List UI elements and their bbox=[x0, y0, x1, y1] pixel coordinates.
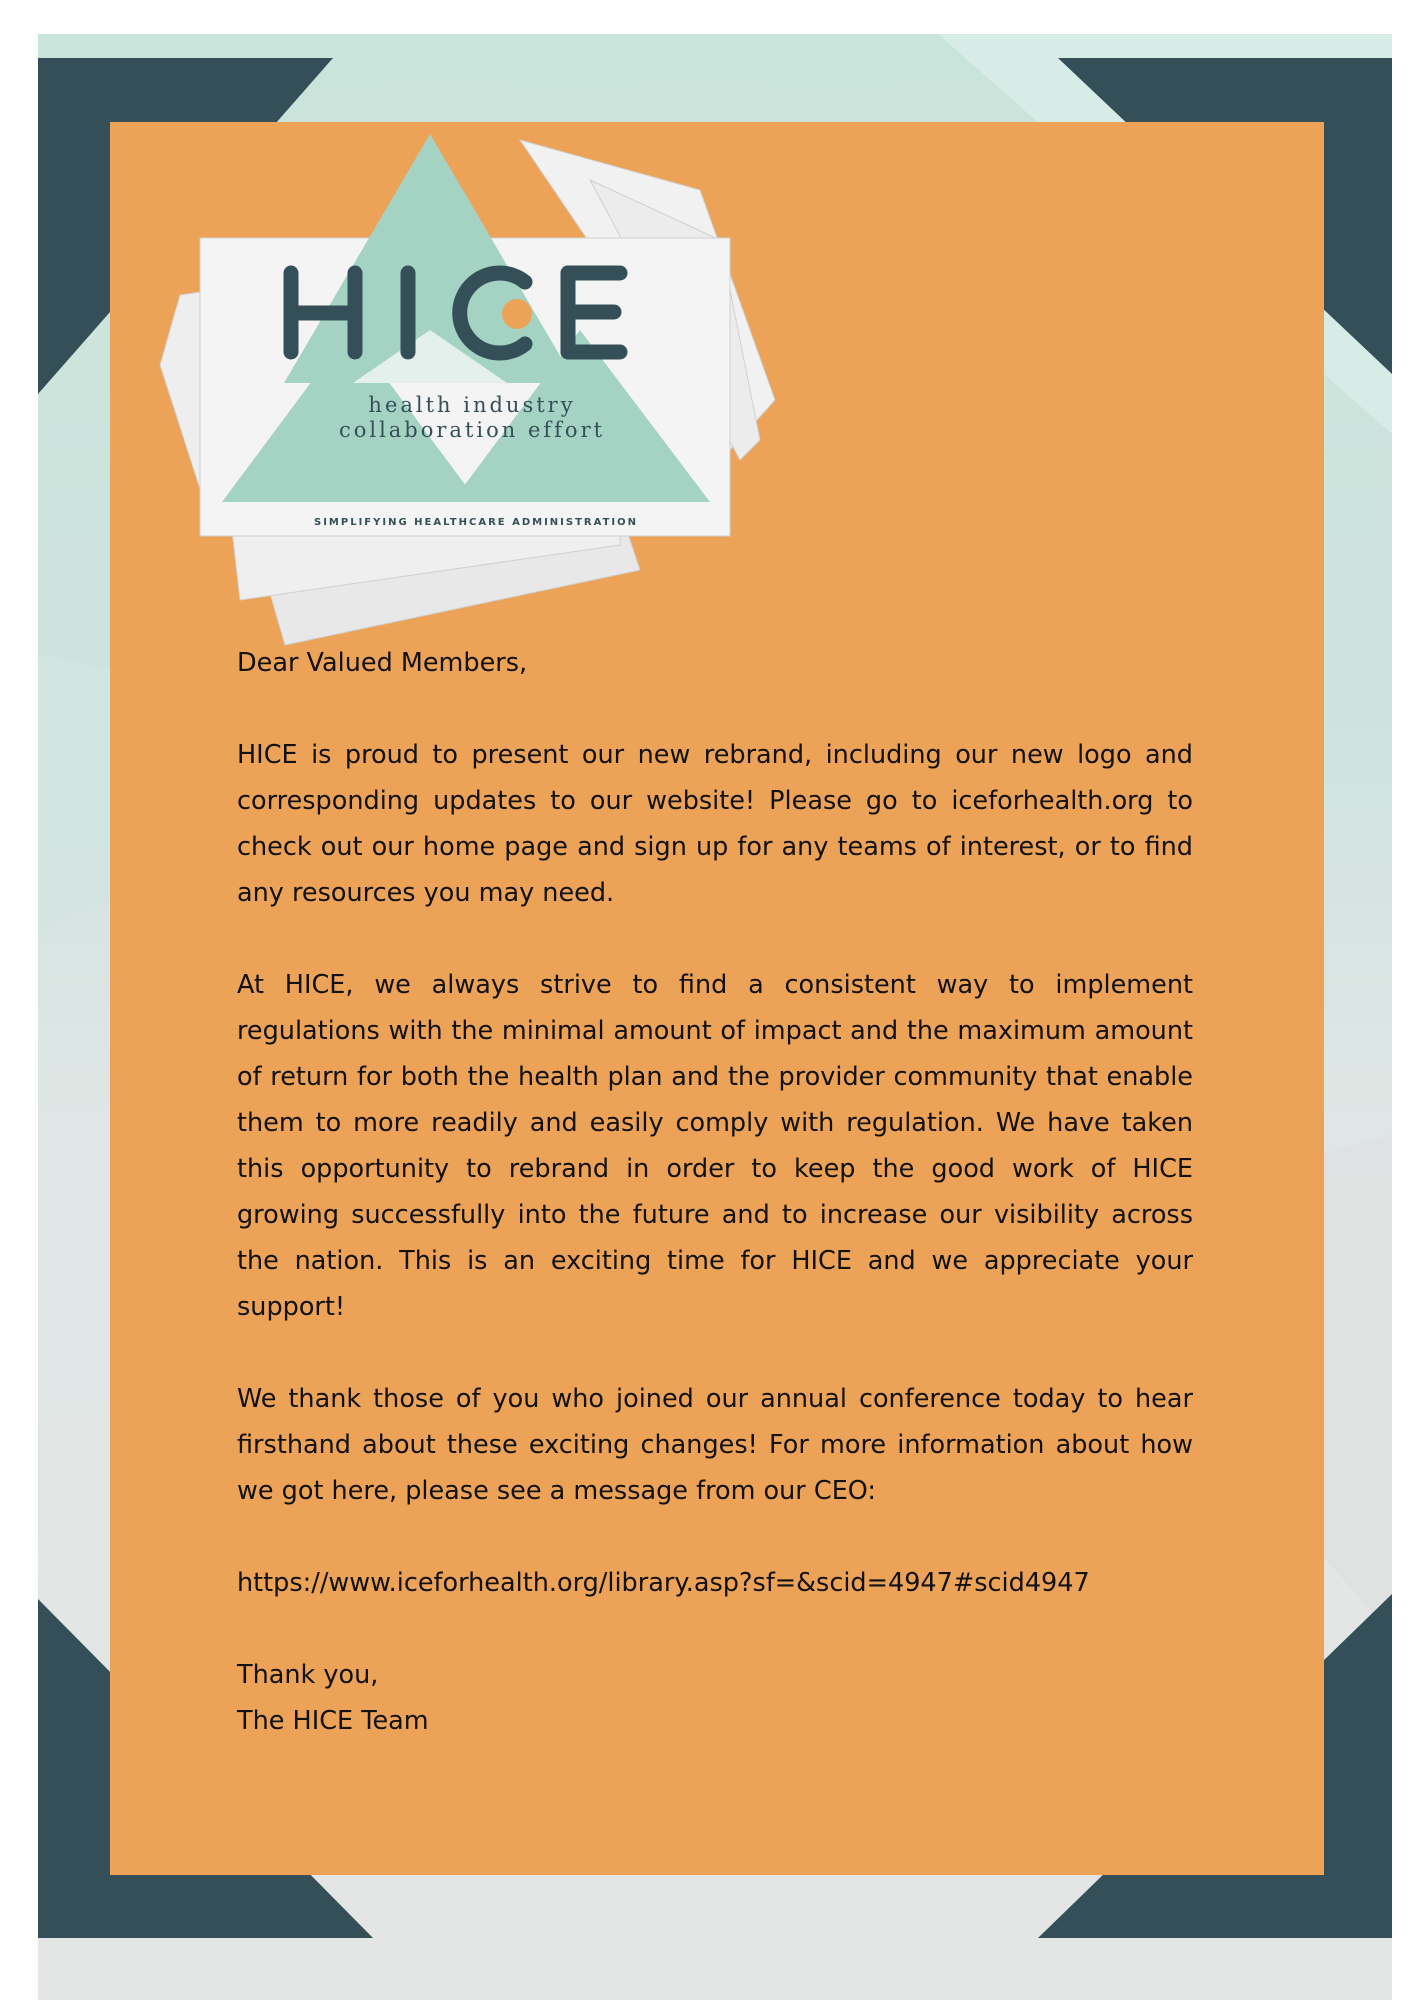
hice-logo-cards bbox=[120, 100, 800, 660]
signature: The HICE Team bbox=[237, 1706, 429, 1736]
paragraph-rebrand: HICE is proud to present our new rebrand, including our new logo and corresponding updates to our website! Please go to iceforhealth.org to check out our home page and sign up for any teams of interest, or to find any resources you may need. bbox=[237, 740, 1193, 908]
paragraph-mission: At HICE, we always strive to find a consistent way to implement regulations with the minimal amount of impact and the maximum amount of return for both the health plan and the provider community that enable them to more readily and easily comply with regulation. We have taken this opportunity to rebrand in order to keep the good work of HICE growing successfully into the future and to increase our visibility across the nation. This is an exciting time for HICE and we appreciate your support! bbox=[237, 970, 1193, 1322]
ceo-message-link[interactable]: https://www.iceforhealth.org/library.asp?sf=&scid=4947#scid4947 bbox=[237, 1568, 1090, 1598]
letter-body bbox=[237, 640, 1193, 1744]
paragraph-conference: We thank those of you who joined our annual conference today to hear firsthand about these exciting changes! For more information about how we got here, please see a message from our CEO: bbox=[237, 1384, 1193, 1506]
orange-dot bbox=[502, 299, 532, 329]
sign-off bbox=[237, 1652, 1193, 1744]
tagline-line2: collaboration effort bbox=[338, 418, 606, 442]
closing: Thank you, bbox=[237, 1660, 379, 1690]
tagline-line1: health industry bbox=[368, 393, 576, 417]
salutation: Dear Valued Members, bbox=[237, 648, 528, 678]
slogan: SIMPLIFYING HEALTHCARE ADMINISTRATION bbox=[314, 517, 638, 528]
